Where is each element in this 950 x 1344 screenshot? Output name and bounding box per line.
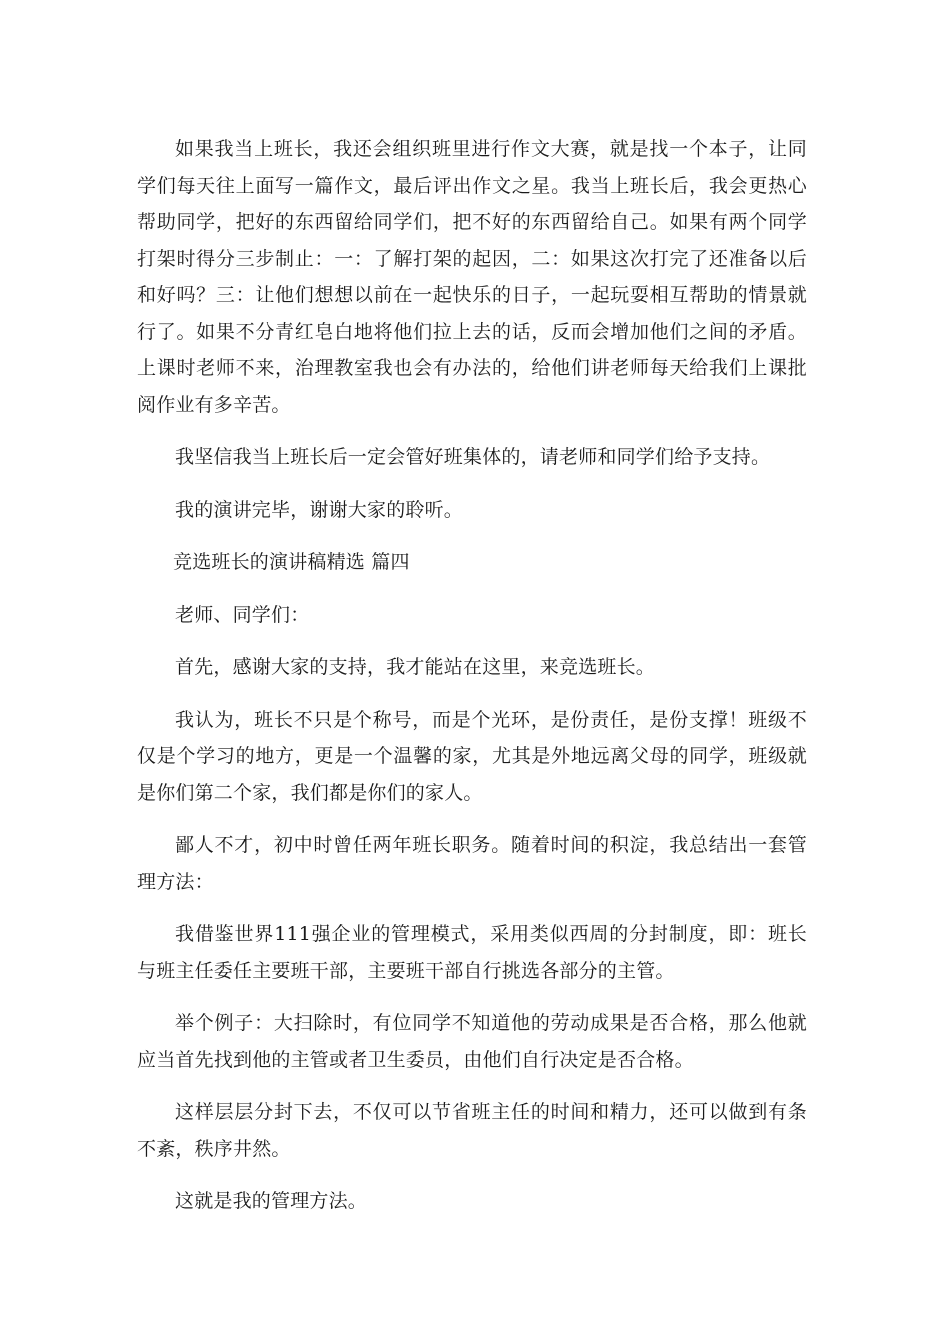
paragraph-experience: 鄙人不才，初中时曾任两年班长职务。随着时间的积淀，我总结出一套管理方法： <box>137 834 807 893</box>
paragraph-benefit: 这样层层分封下去，不仅可以节省班主任的时间和精力，还可以做到有条不紊，秩序井然。 <box>137 1101 807 1160</box>
paragraph-pledge: 我坚信我当上班长后一定会管好班集体的，请老师和同学们给予支持。 <box>175 446 771 468</box>
paragraph-summary: 这就是我的管理方法。 <box>175 1190 368 1212</box>
paragraph-role-view: 我认为，班长不只是个称号，而是个光环，是份责任，是份支撑！班级不仅是个学习的地方，更是一个温馨的家，尤其是外地远离父母的同学，班级就是你们第二个家，我们都是你们的家人。 <box>137 708 807 804</box>
paragraph-essay-contest: 如果我当上班长，我还会组织班里进行作文大赛，就是找一个本子，让同学们每天往上面写一篇作文，最后评出作文之星。我当上班长后，我会更热心帮助同学，把好的东西留给同学们，把不好的东西留给自己。如果有两个同学打架时得分三步制止：一：了解打架的起因，二：如果这次打完了还准备以后和好吗？三：让他们想想以前在一起快乐的日子，一起玩耍相互帮助的情景就行了。如果不分青红皂白地将他们拉上去的话，反而会增加他们之间的矛盾。上课时老师不来，治理教室我也会有办法的，给他们讲老师每天给我们上课批阅作业有多辛苦。 <box>137 138 807 416</box>
paragraph-greeting: 老师、同学们： <box>175 603 310 626</box>
paragraph-example: 举个例子：大扫除时，有位同学不知道他的劳动成果是否合格，那么他就应当首先找到他的主管或者卫生委员，由他们自行决定是否合格。 <box>137 1012 807 1071</box>
paragraph-closing: 我的演讲完毕，谢谢大家的聆听。 <box>175 498 464 521</box>
paragraph-management-model: 我借鉴世界111强企业的管理模式，采用类似西周的分封制度，即：班长与班主任委任主要班干部，主要班干部自行挑选各部分的主管。 <box>137 923 807 982</box>
document-body <box>137 131 807 1220</box>
paragraph-thanks: 首先，感谢大家的支持，我才能站在这里，来竞选班长。 <box>175 656 656 678</box>
section-heading: 竞选班长的演讲稿精选 篇四 <box>173 551 410 573</box>
